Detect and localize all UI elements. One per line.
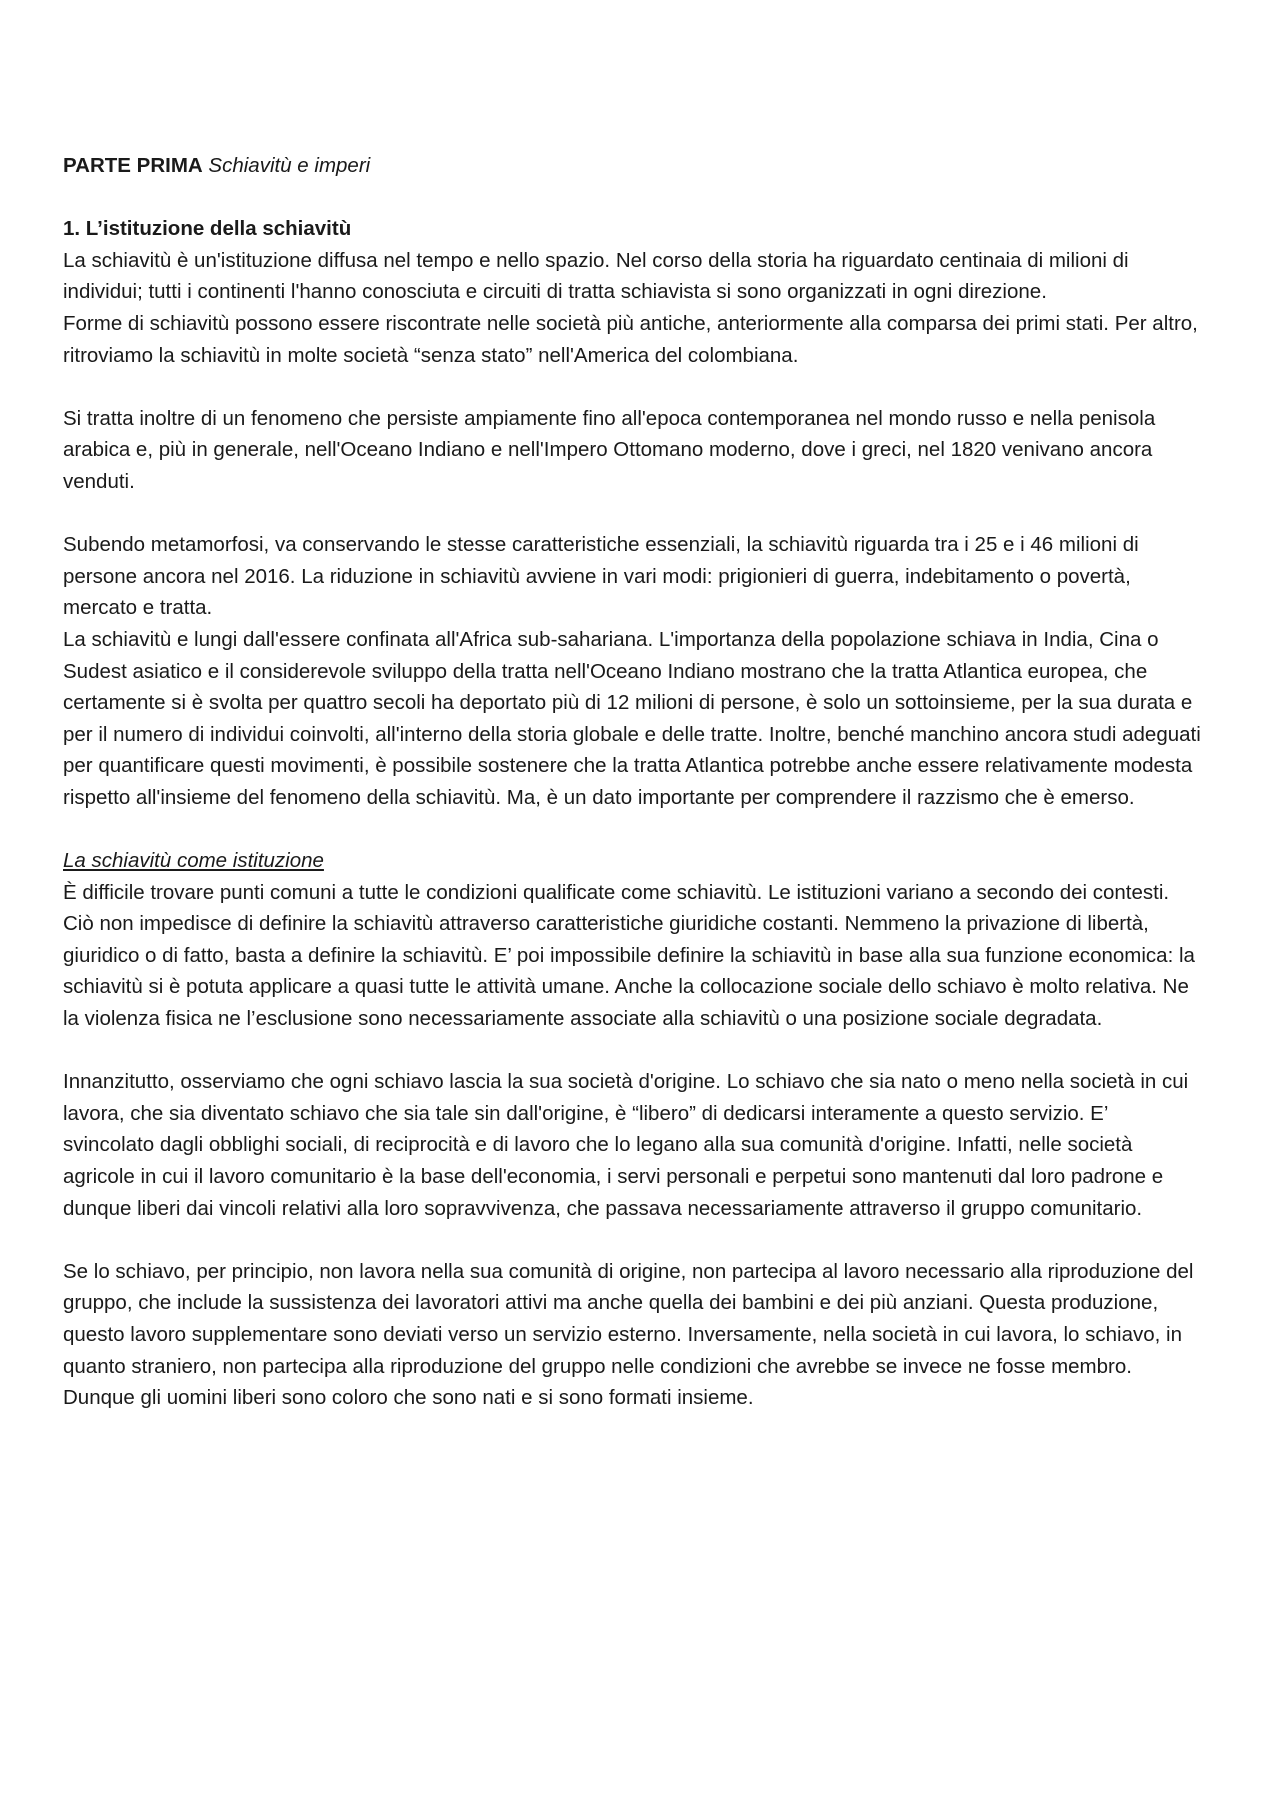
part-heading bbox=[63, 150, 1203, 182]
spacer bbox=[63, 371, 1203, 403]
paragraph: La schiavitù e lungi dall'essere confinata all'Africa sub-sahariana. L'importanza della popolazione schiava in India, Cina o Sudest asiatico e il considerevole sviluppo della tratta nell'Oceano Indiano mostrano che la tratta Atlantica europea, che certamente si è svolta per quattro secoli ha deportato più di 12 milioni di persone, è solo un sottoinsieme, per la sua durata e per il numero di individui coinvolti, all'interno della storia globale e delle tratte. Inoltre, benché manchino ancora studi adeguati per quantificare questi movimenti, è possibile sostenere che la tratta Atlantica potrebbe anche essere relativamente modesta rispetto all'insieme del fenomeno della schiavitù. Ma, è un dato importante per comprendere il razzismo che è emerso. bbox=[63, 627, 1201, 809]
paragraph: La schiavitù è un'istituzione diffusa nel tempo e nello spazio. Nel corso della storia ha riguardato centinaia di milioni di individui; tutti i continenti l'hanno conosciuta e circuiti di tratta schiavista si sono organizzati in ogni direzione. bbox=[63, 248, 1129, 304]
spacer bbox=[63, 498, 1203, 530]
paragraph: Forme di schiavitù possono essere riscontrate nelle società più antiche, anteriormente alla comparsa dei primi stati. Per altro, ritroviamo la schiavitù in molte società “senza stato” nell'America del colombiana. bbox=[63, 311, 1198, 367]
section-heading: 1. L’istituzione della schiavitù bbox=[63, 217, 352, 241]
paragraph: Innanzitutto, osserviamo che ogni schiavo lascia la sua società d'origine. Lo schiavo che sia nato o meno nella società in cui lavora, che sia diventato schiavo che sia tale sin dall'origine, è “libero” di dedicarsi interamente a questo servizio. E’ svincolato dagli obblighi sociali, di reciprocità e di lavoro che lo legano alla sua comunità d'origine. Infatti, nelle società agricole in cui il lavoro comunitario è la base dell'economia, i servi personali e perpetui sono mantenuti dal loro padrone e dunque liberi dai vincoli relativi alla loro sopravvivenza, che passava necessariamente attraverso il gruppo comunitario. bbox=[63, 1070, 1189, 1220]
document-page bbox=[63, 150, 1203, 1414]
paragraph: È difficile trovare punti comuni a tutte le condizioni qualificate come schiavitù. Le istituzioni variano a secondo dei contesti. Ciò non impedisce di definire la schiavitù attraverso caratteristiche giuridiche costanti. Nemmeno la privazione di libertà, giuridico o di fatto, basta a definire la schiavitù. E’ poi impossibile definire la schiavitù in base alla sua funzione economica: la schiavitù si è potuta applicare a quasi tutte le attività umane. Anche la collocazione sociale dello schiavo è molto relativa. Ne la violenza fisica ne l’esclusione sono necessariamente associate alla schiavitù o una posizione sociale degradata. bbox=[63, 880, 1195, 1031]
spacer bbox=[63, 1224, 1203, 1256]
spacer bbox=[63, 813, 1203, 845]
part-label: PARTE PRIMA bbox=[63, 154, 203, 177]
spacer bbox=[63, 1035, 1203, 1067]
paragraph: Se lo schiavo, per principio, non lavora nella sua comunità di origine, non partecipa al lavoro necessario alla riproduzione del gruppo, che include la sussistenza dei lavoratori attivi ma anche quella dei bambini e dei più anziani. Questa produzione, questo lavoro supplementare sono deviati verso un servizio esterno. Inversamente, nella società in cui lavora, lo schiavo, in quanto straniero, non partecipa alla riproduzione del gruppo nelle condizioni che avrebbe se invece ne fosse membro. Dunque gli uomini liberi sono coloro che sono nati e si sono formati insieme. bbox=[63, 1259, 1194, 1410]
subheading: La schiavitù come istituzione bbox=[63, 849, 324, 873]
part-title: Schiavitù e imperi bbox=[208, 154, 371, 177]
spacer bbox=[63, 182, 1203, 214]
paragraph: Subendo metamorfosi, va conservando le stesse caratteristiche essenziali, la schiavitù riguarda tra i 25 e i 46 milioni di persone ancora nel 2016. La riduzione in schiavitù avviene in vari modi: prigionieri di guerra, indebitamento o povertà, mercato e tratta. bbox=[63, 533, 1139, 620]
paragraph: Si tratta inoltre di un fenomeno che persiste ampiamente fino all'epoca contemporanea nel mondo russo e nella penisola arabica e, più in generale, nell'Oceano Indiano e nell'Impero Ottomano moderno, dove i greci, nel 1820 venivano ancora venduti. bbox=[63, 406, 1156, 493]
